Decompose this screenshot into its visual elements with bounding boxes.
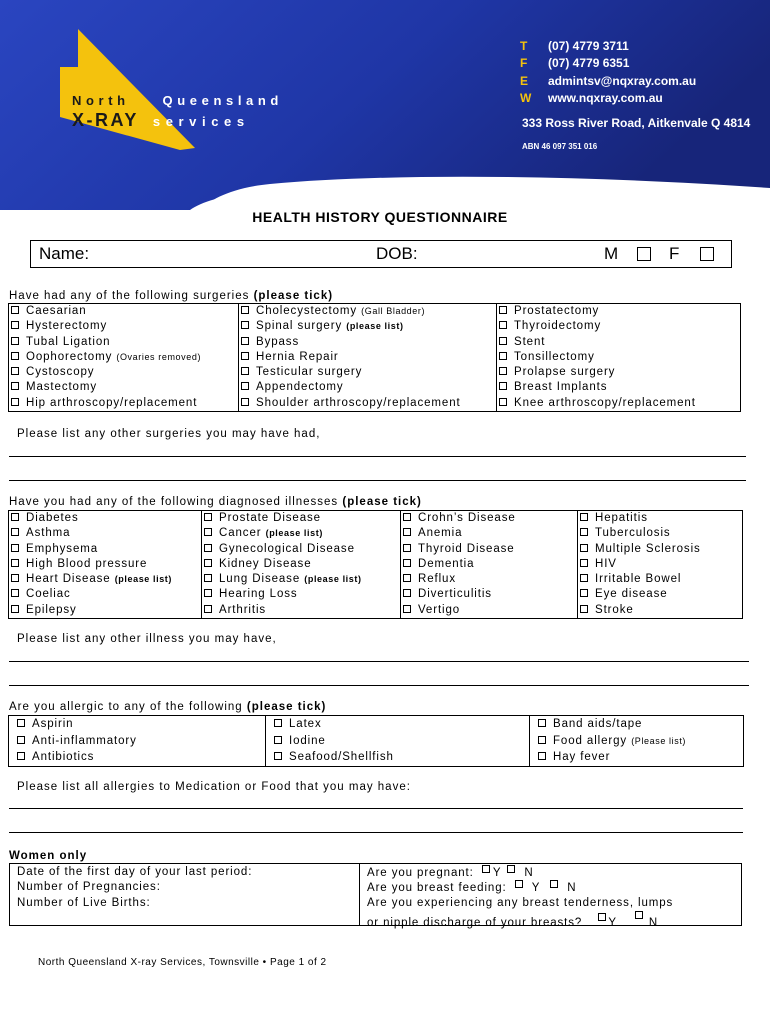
female-label: F bbox=[669, 244, 680, 263]
write-line[interactable] bbox=[9, 661, 749, 662]
checkbox-item[interactable]: Epilepsy bbox=[11, 603, 199, 618]
checkbox-item[interactable]: High Blood pressure bbox=[11, 557, 199, 572]
company-logo bbox=[20, 25, 283, 165]
pregnant-no-checkbox[interactable] bbox=[507, 865, 515, 873]
address: 333 Ross River Road, Aitkenvale Q 4814 bbox=[522, 116, 751, 130]
allergies-col2 bbox=[266, 716, 530, 767]
write-line[interactable] bbox=[9, 832, 743, 833]
live-births-field[interactable]: Number of Live Births: bbox=[17, 896, 151, 909]
checkbox-item[interactable]: Anti-inflammatory bbox=[17, 733, 263, 750]
checkbox-item[interactable]: Mastectomy bbox=[11, 380, 236, 395]
women-left-col bbox=[10, 864, 360, 925]
illnesses-col4 bbox=[578, 511, 743, 619]
checkbox-item[interactable]: Prolapse surgery bbox=[499, 365, 738, 380]
checkbox-item[interactable]: Spinal surgery (please list) bbox=[241, 319, 494, 334]
checkbox-item[interactable]: Shoulder arthroscopy/replacement bbox=[241, 396, 494, 411]
write-line[interactable] bbox=[9, 456, 746, 457]
illnesses-prompt: Please list any other illness you may have, bbox=[17, 633, 277, 645]
checkbox-item[interactable]: Hernia Repair bbox=[241, 350, 494, 365]
contact-web: W www.nqxray.com.au bbox=[520, 91, 663, 106]
logo-text-line1: North Queensland bbox=[72, 93, 283, 108]
checkbox-item[interactable]: Irritable Bowel bbox=[580, 572, 740, 587]
patient-details-box bbox=[30, 240, 732, 268]
checkbox-item[interactable]: Latex bbox=[274, 716, 527, 733]
checkbox-item[interactable]: Testicular surgery bbox=[241, 365, 494, 380]
women-only-box bbox=[9, 863, 742, 929]
illnesses-col1 bbox=[9, 511, 202, 619]
pregnant-yes-checkbox[interactable] bbox=[482, 865, 490, 873]
checkbox-item[interactable]: Bypass bbox=[241, 335, 494, 350]
women-right-col bbox=[360, 864, 680, 927]
checkbox-item[interactable]: Thyroid Disease bbox=[403, 542, 575, 557]
checkbox-item[interactable]: Knee arthroscopy/replacement bbox=[499, 396, 738, 411]
checkbox-item[interactable]: Stent bbox=[499, 335, 738, 350]
write-line[interactable] bbox=[9, 480, 746, 481]
breast-question-line1: Are you experiencing any breast tenderness, lumps bbox=[367, 896, 674, 909]
checkbox-item[interactable]: Dementia bbox=[403, 557, 575, 572]
write-line[interactable] bbox=[9, 808, 743, 809]
breast-yes-checkbox[interactable] bbox=[598, 913, 606, 921]
illnesses-col2 bbox=[202, 511, 401, 619]
male-label: M bbox=[604, 244, 619, 263]
checkbox-item[interactable]: Diverticulitis bbox=[403, 587, 575, 602]
allergies-col3 bbox=[530, 716, 744, 767]
checkbox-item[interactable]: Oophorectomy (Ovaries removed) bbox=[11, 350, 236, 365]
checkbox-item[interactable]: Aspirin bbox=[17, 716, 263, 733]
checkbox-item[interactable]: Hay fever bbox=[538, 749, 741, 766]
checkbox-item[interactable]: Appendectomy bbox=[241, 380, 494, 395]
checkbox-item[interactable]: HIV bbox=[580, 557, 740, 572]
surgeries-table bbox=[8, 303, 741, 412]
breast-question-line2: or nipple discharge of your breasts? Y N bbox=[367, 911, 673, 926]
last-period-field[interactable]: Date of the first day of your last period: bbox=[17, 866, 253, 878]
feeding-question: Are you breast feeding: Y N bbox=[367, 882, 577, 895]
checkbox-item[interactable]: Kidney Disease bbox=[204, 557, 398, 572]
checkbox-item[interactable]: Tonsillectomy bbox=[499, 350, 738, 365]
checkbox-item[interactable]: Hip arthroscopy/replacement bbox=[11, 396, 236, 411]
checkbox-item[interactable]: Hysterectomy bbox=[11, 319, 236, 334]
checkbox-item[interactable]: Emphysema bbox=[11, 542, 199, 557]
illnesses-col3 bbox=[401, 511, 578, 619]
checkbox-item[interactable]: Eye disease bbox=[580, 587, 740, 602]
illnesses-table bbox=[8, 510, 743, 619]
checkbox-item[interactable]: Vertigo bbox=[403, 603, 575, 618]
logo-text-line2: X-RAY services bbox=[72, 110, 250, 130]
women-only-heading: Women only bbox=[9, 850, 88, 862]
name-field[interactable]: Name: bbox=[39, 244, 90, 263]
surgeries-heading: Have had any of the following surgeries (please tick) bbox=[9, 290, 334, 302]
surgeries-col1 bbox=[9, 304, 239, 412]
letterhead bbox=[0, 0, 770, 210]
checkbox-item[interactable]: Stroke bbox=[580, 603, 740, 618]
checkbox-item[interactable]: Cystoscopy bbox=[11, 365, 236, 380]
checkbox-item[interactable]: Band aids/tape bbox=[538, 716, 741, 733]
checkbox-item[interactable]: Thyroidectomy bbox=[499, 319, 738, 334]
feeding-no-checkbox[interactable] bbox=[550, 880, 558, 888]
write-line[interactable] bbox=[9, 685, 749, 686]
checkbox-item[interactable]: Tubal Ligation bbox=[11, 335, 236, 350]
contact-fax: F (07) 4779 6351 bbox=[520, 56, 630, 71]
pregnancies-field[interactable]: Number of Pregnancies: bbox=[17, 881, 161, 894]
allergies-col1 bbox=[9, 716, 266, 767]
contact-details bbox=[520, 37, 696, 107]
feeding-yes-checkbox[interactable] bbox=[515, 880, 523, 888]
checkbox-item[interactable]: Lung Disease (please list) bbox=[204, 572, 398, 587]
male-checkbox[interactable] bbox=[637, 247, 651, 261]
checkbox-item[interactable]: Coeliac bbox=[11, 587, 199, 602]
checkbox-item[interactable]: Caesarian bbox=[11, 304, 236, 319]
checkbox-item[interactable]: Tuberculosis bbox=[580, 526, 740, 541]
checkbox-item[interactable]: Hearing Loss bbox=[204, 587, 398, 602]
breast-no-checkbox[interactable] bbox=[635, 911, 643, 919]
checkbox-item[interactable]: Arthritis bbox=[204, 603, 398, 618]
checkbox-item[interactable]: Gynecological Disease bbox=[204, 542, 398, 557]
checkbox-item[interactable]: Food allergy (Please list) bbox=[538, 733, 741, 750]
checkbox-item[interactable]: Multiple Sclerosis bbox=[580, 542, 740, 557]
illnesses-heading: Have you had any of the following diagnosed illnesses (please tick) bbox=[9, 496, 422, 508]
checkbox-item[interactable]: Seafood/Shellfish bbox=[274, 749, 527, 766]
checkbox-item[interactable]: Crohn’s Disease bbox=[403, 511, 575, 526]
checkbox-item[interactable]: Antibiotics bbox=[17, 749, 263, 766]
checkbox-item[interactable]: Hepatitis bbox=[580, 511, 740, 526]
surgeries-col2 bbox=[239, 304, 497, 412]
female-checkbox[interactable] bbox=[700, 247, 714, 261]
checkbox-item[interactable]: Diabetes bbox=[11, 511, 199, 526]
checkbox-item[interactable]: Iodine bbox=[274, 733, 527, 750]
surgeries-col3 bbox=[497, 304, 741, 412]
page-title: HEALTH HISTORY QUESTIONNAIRE bbox=[252, 209, 508, 225]
checkbox-item[interactable]: Heart Disease (please list) bbox=[11, 572, 199, 587]
contact-phone: T (07) 4779 3711 bbox=[520, 38, 629, 53]
checkbox-item[interactable]: Cancer (please list) bbox=[204, 526, 398, 541]
page-footer: North Queensland X-ray Services, Townsville • Page 1 of 2 bbox=[38, 957, 327, 968]
surgeries-prompt: Please list any other surgeries you may have had, bbox=[17, 428, 321, 440]
checkbox-item[interactable]: Breast Implants bbox=[499, 380, 738, 395]
checkbox-item[interactable]: Anemia bbox=[403, 526, 575, 541]
allergies-heading: Are you allergic to any of the following (please tick) bbox=[9, 701, 327, 713]
checkbox-item[interactable]: Asthma bbox=[11, 526, 199, 541]
allergies-prompt: Please list all allergies to Medication or Food that you may have: bbox=[17, 781, 411, 793]
checkbox-item[interactable]: Prostate Disease bbox=[204, 511, 398, 526]
pregnant-question: Are you pregnant: Y N bbox=[367, 867, 534, 879]
checkbox-item[interactable]: Reflux bbox=[403, 572, 575, 587]
checkbox-item[interactable]: Cholecystectomy (Gall Bladder) bbox=[241, 304, 494, 319]
dob-field[interactable]: DOB: bbox=[376, 244, 418, 263]
checkbox-item[interactable]: Prostatectomy bbox=[499, 304, 738, 319]
contact-email: E admintsv@nqxray.com.au bbox=[520, 73, 697, 88]
allergies-table bbox=[8, 715, 744, 767]
abn: ABN 46 097 351 016 bbox=[522, 142, 598, 151]
